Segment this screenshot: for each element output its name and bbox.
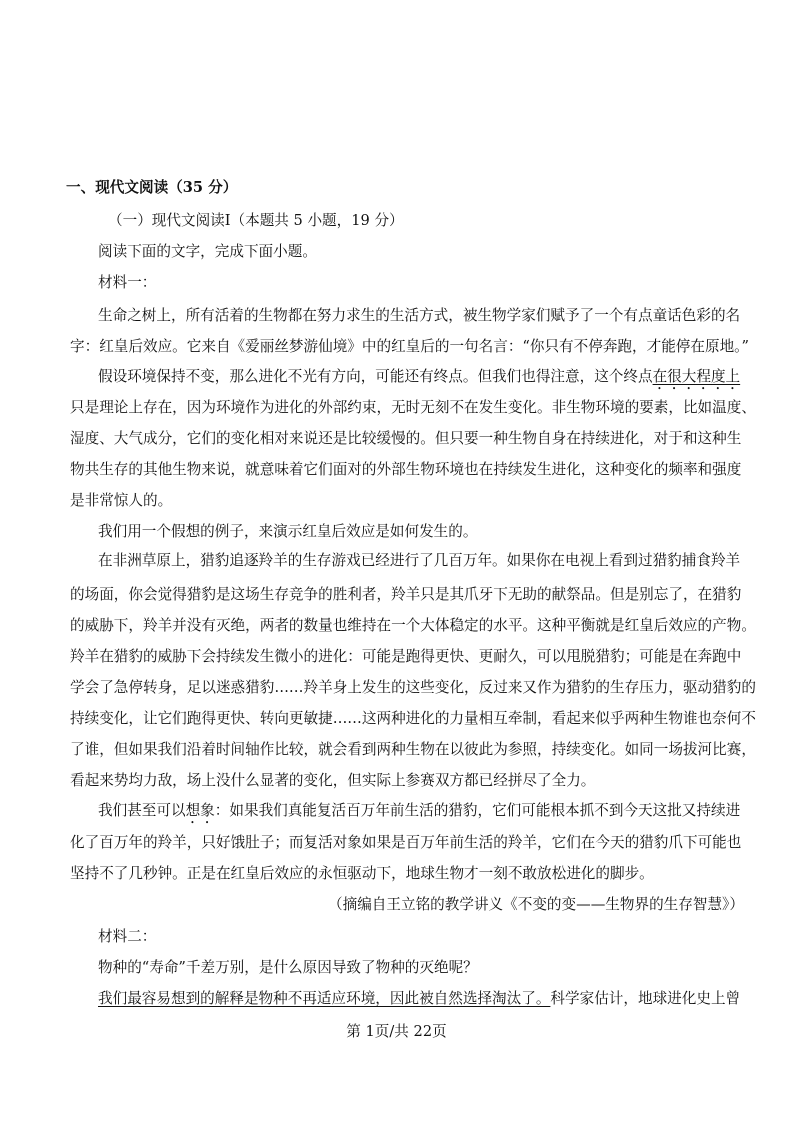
source-citation: （摘编自王立铭的教学讲义《不变的变——生物界的生存智慧》）	[328, 896, 744, 913]
paragraph-line	[98, 367, 740, 393]
text-segment: ：如果我们真能复活百万年前生活的猎豹，它们可能根本抓不到今天这批又持续进	[214, 802, 741, 819]
subsection-title: （一）现代文阅读Ⅰ（本题共 5 小题，19 分）	[108, 212, 404, 229]
text-segment: 我们甚至可以	[98, 802, 186, 819]
paragraph-line: 坚持不了几秒钟。正是在红皇后效应的永恒驱动下，地球生物才一刻不敢放松进化的脚步。	[70, 865, 654, 882]
instruction-text: 阅读下面的文字，完成下面小题。	[98, 243, 317, 260]
emphasized-phrase: 在很大程度上	[652, 368, 741, 385]
paragraph-line: 看起来势均力敌，场上没什么显著的变化，但实际上参赛双方都已经拼尽了全力。	[70, 772, 596, 789]
paragraph-line: 化了百万年的羚羊，只好饿肚子；而复活对象如果是百万年前生活的羚羊，它们在今天的猎豹爪下可能也	[70, 834, 742, 851]
paragraph-line: 学会了急停转身，足以迷惑猎豹……羚羊身上发生的这些变化，反过来又作为猎豹的生存压力，驱动猎豹的	[70, 679, 756, 696]
paragraph-line: 的威胁下，羚羊并没有灭绝，两者的数量也维持在一个大体稳定的水平。这种平衡就是红皇后效应的产物。	[70, 617, 756, 634]
section-title: 一、现代文阅读（35 分）	[66, 179, 238, 196]
paragraph-line	[98, 989, 740, 1009]
emphasized-word: 想象	[185, 802, 215, 819]
text-segment: 假设环境保持不变，那么进化不光有方向，可能还有终点。但我们也得注意，这个终点	[98, 368, 653, 385]
paragraph-line: 的场面，你会觉得猎豹是这场生存竞争的胜利者，羚羊只是其爪牙下无助的献祭品。但是别忘了，在猎豹	[70, 586, 742, 603]
text-segment: 科学家估计，地球进化史上曾	[550, 990, 741, 1007]
material2-label: 材料二：	[98, 928, 157, 945]
paragraph-line: 持续变化，让它们跑得更快、转向更敏捷……这两种进化的力量相互牵制，看起来似乎两种生物谁也奈何不	[70, 710, 756, 727]
paragraph-line: 物共生存的其他生物来说，就意味着它们面对的外部生物环境也在持续发生进化，这种变化的频率和强度	[70, 461, 742, 478]
paragraph-line: 湿度、大气成分，它们的变化相对来说还是比较缓慢的。但只要一种生物自身在持续进化，对于和这种生	[70, 430, 742, 447]
material1-label: 材料一：	[98, 274, 157, 291]
paragraph-line: 是非常惊人的。	[70, 492, 173, 509]
page-number: 第 1页/共 22页	[346, 1023, 447, 1040]
paragraph-line: 羚羊在猎豹的威胁下会持续发生微小的进化：可能是跑得更快、更耐久，可以甩脱猎豹；可能是在奔跑中	[70, 648, 742, 665]
paragraph-line: 物种的“寿命”千差万别，是什么原因导致了物种的灭绝呢？	[98, 959, 478, 976]
paragraph-line: 生命之树上，所有活着的生物都在努力求生的生活方式，被生物学家们赋予了一个有点童话色彩的名	[98, 307, 741, 324]
paragraph-line: 了谁，但如果我们沿着时间轴作比较，就会看到两种生物在以彼此为参照，持续变化。如同一场拔河比赛，	[70, 741, 756, 758]
paragraph-line: 字：红皇后效应。它来自《爱丽丝梦游仙境》中的红皇后的一句名言：“你只有不停奔跑，才能停在原地。”	[70, 338, 749, 355]
paragraph-line: 只是理论上存在，因为环境作为进化的外部约束，无时无刻不在发生变化。非生物环境的要素，比如温度、	[70, 399, 756, 416]
underlined-sentence: 我们最容易想到的解释是物种不再适应环境，因此被自然选择淘汰了。	[98, 990, 551, 1007]
paragraph-line: 我们用一个假想的例子，来演示红皇后效应是如何发生的。	[98, 523, 478, 540]
paragraph-line	[98, 801, 740, 827]
paragraph-line: 在非洲草原上，猎豹追逐羚羊的生存游戏已经进行了几百万年。如果你在电视上看到过猎豹捕食羚羊	[98, 552, 741, 569]
